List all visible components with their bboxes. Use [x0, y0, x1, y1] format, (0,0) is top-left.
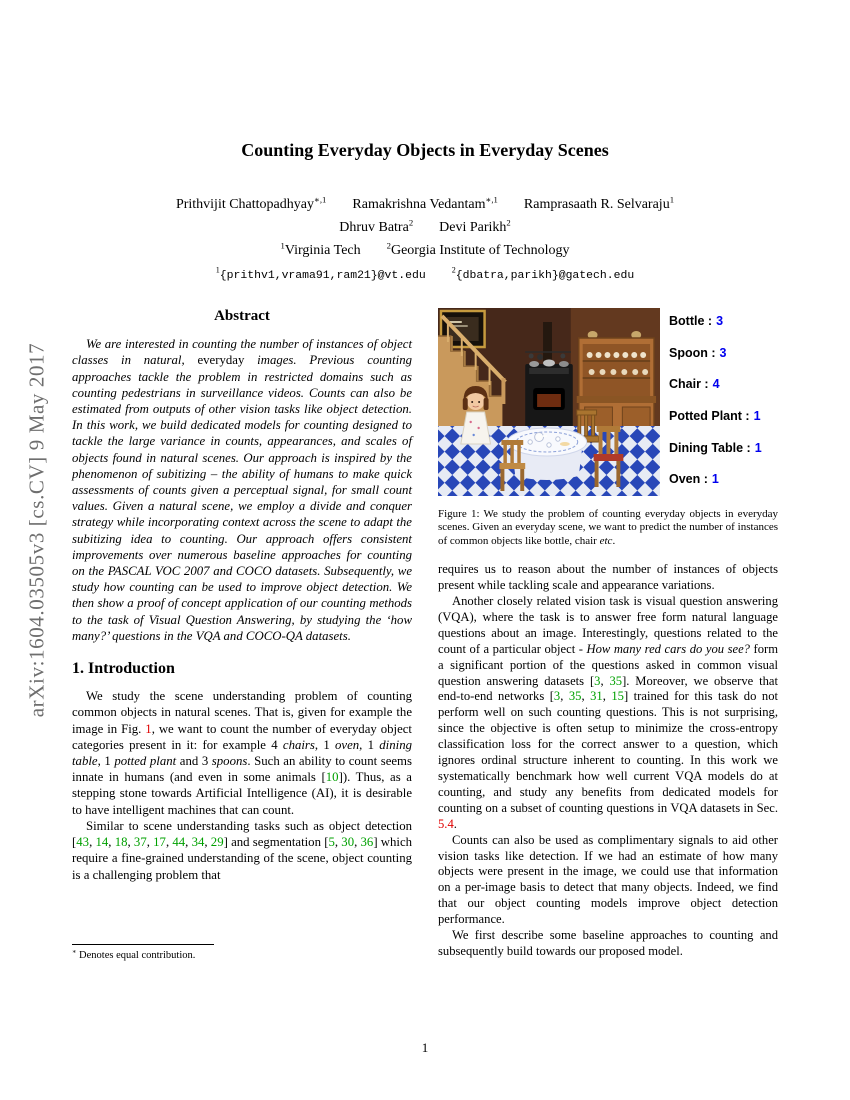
right-paragraph-3: Counts can also be used as complimentary signals to aid other vision tasks like detection. If we had an estimate of how many objects were present in the image, we could use that information on a per-image basis to detect that many objects. Indeed, we find that our object counting models improve object detection performance. — [438, 832, 778, 927]
count-label: Potted Plant : — [669, 408, 750, 423]
author-line-1: Prithvijit Chattopadhyay$^{∗,1}$ Ramakrishna Vedantam$^{∗,1}$ Ramprasaath R. Selvaraju$^1$ — [175, 194, 675, 212]
count-value: 3 — [719, 345, 727, 360]
footnote — [72, 944, 412, 962]
intro-paragraph-1: We study the scene understanding problem of counting common objects in natural scenes. That is, given for example the image in Fig. 1, we want to count the number of everyday object categories present in it: for example 4 chairs, 1 oven, 1 dining table, 1 potted plant and 3 spoons. Such an ability to count seems innate in humans (and even in some animals [10]). Thus, as a stepping stone towards Artificial Intelligence (AI), it is desirable to have intelligent machines that can count. — [72, 689, 412, 817]
count-label: Spoon : — [669, 345, 716, 360]
count-label: Bottle : — [669, 314, 713, 328]
figure1-row — [438, 308, 778, 496]
figure1-caption: Figure 1: We study the problem of counting everyday objects in everyday scenes. Given an everyday scene, we want to predict the number of instances of common objects like bottle, chair etc. — [438, 508, 778, 547]
footnote-rule — [72, 944, 214, 945]
figure-1 — [438, 308, 778, 548]
count-label: Chair : — [669, 377, 709, 392]
count-row-chair — [669, 378, 778, 392]
figure1-photo-dollhouse-scene — [438, 308, 660, 496]
count-label: Oven : — [669, 472, 708, 487]
count-row-oven — [669, 473, 778, 487]
left-column — [72, 308, 412, 883]
paper-title: Counting Everyday Objects in Everyday Scenes — [241, 140, 609, 160]
right-column — [438, 308, 778, 960]
abstract-heading: Abstract — [214, 308, 270, 324]
count-value: 3 — [716, 314, 724, 328]
intro-paragraph-2: Similar to scene understanding tasks such as object detection [43, 14, 18, 37, 17, 44, 34, 29] and segmentation [5, 30, 36] which require a fine-grained understanding of the scene, object counting is a challenging problem that — [72, 818, 413, 882]
abstract-text: We are interested in counting the number of instances of object classes in natural, everyday images. Previous counting approaches tackle the problem in restricted domains such as counting pedestrians in surveillance videos. Counts can also be estimated from outputs of other vision tasks like object detection. In this work, we build dedicated models for counting designed to tackle the large variance in counts, appearances, and scales of objects found in natural scenes. Our approach is inspired by the phenomenon of subitizing – the ability of humans to make quick assessments of counts given a perceptual signal, for small count values. Given a natural scene, we employ a divide and conquer strategy while incorporating context across the scene to adapt the subitizing idea to counting. Our approach offers consistent improvements over numerous baseline approaches for counting on the PASCAL VOC 2007 and COCO datasets. Subsequently, we study how counting can be used to improve object detection. We then show a proof of concept application of our counting methods to the task of Visual Question Answering, by studying the ‘how many?’ questions in the VQA and COCO-QA datasets. — [72, 337, 412, 643]
count-row-potted-plant — [669, 410, 778, 424]
figure1-counts-list — [660, 308, 778, 496]
count-value: 4 — [712, 377, 720, 392]
right-paragraph-1: requires us to reason about the number of instances of objects present while tackling scale and appearance variations. — [438, 562, 778, 593]
count-label: Dining Table : — [669, 440, 751, 455]
right-paragraph-4: We first describe some baseline approaches to counting and subsequently build towards our proposed model. — [438, 928, 778, 958]
right-paragraph-2: Another closely related vision task is visual question answering (VQA), where the task is to answer free form natural language questions about an image. Interestingly, questions related to the count of a particular object - How many red cars do you see? form a significant portion of the questions asked in common visual question answering datasets [3, 35]. Moreover, we observe that end-to-end networks [3, 35, 31, 15] trained for this task do not perform well on such counting questions. This is not surprising, since the objective is often setup to minimize the cross-entropy classification loss for the correct answer to a question, which ignores ordinal structure inherent to counting. In this work we systematically benchmark how well current VQA models do at counting, and study any benefits from dedicated models for counting on a subset of counting questions in VQA datasets in Sec. 5.4. — [438, 594, 779, 831]
author-line-2: Dhruv Batra$^2$ Devi Parikh$^2$ — [339, 217, 511, 235]
count-row-bottle — [669, 315, 778, 329]
count-value: 1 — [711, 472, 719, 487]
email-line: $^1${prithv1,vrama91,ram21}@vt.edu $^2${dbatra,parikh}@gatech.edu — [215, 265, 635, 282]
footnote-text: ∗ Denotes equal contribution. — [72, 948, 196, 961]
affiliation-line: $^1$Virginia Tech $^2$Georgia Institute of Technology — [280, 240, 570, 258]
arxiv-watermark: arXiv:1604.03505v3 [cs.CV] 9 May 2017 — [24, 342, 49, 718]
count-value: 1 — [753, 408, 761, 423]
count-value: 1 — [754, 440, 762, 455]
section-1-heading: 1. Introduction — [72, 660, 175, 678]
count-row-spoon — [669, 347, 778, 361]
paper-header — [0, 140, 850, 289]
page-number: 1 — [421, 1040, 429, 1055]
count-row-dining-table — [669, 442, 778, 456]
